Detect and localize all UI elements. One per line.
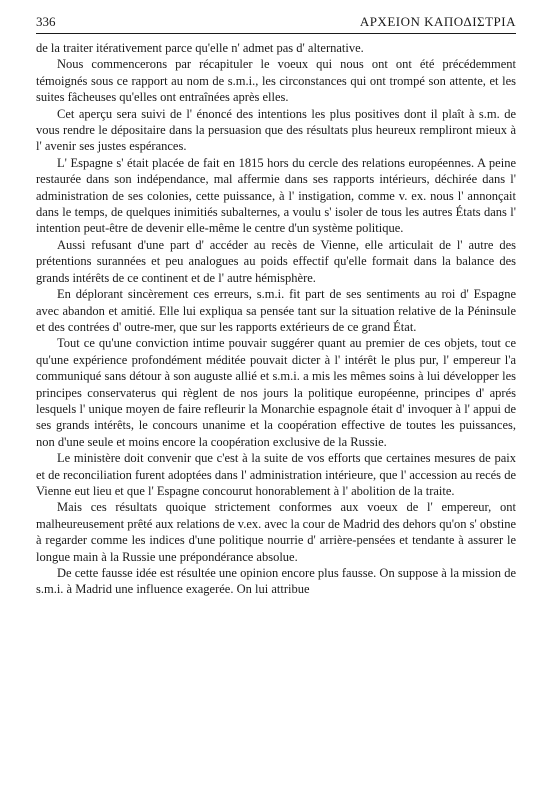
page-header bbox=[36, 14, 516, 34]
paragraph: En déplorant sincèrement ces erreurs, s.m.i. fit part de ses sentiments au roi d' Espagne avec abandon et amitié. Elle lui expliqua sa pensée tant sur la situation relative de la Péninsule et des contrées d' outre-mer, que sur les rapports extérieurs de ce grand État. bbox=[36, 287, 516, 334]
paragraph: L' Espagne s' était placée de fait en 1815 hors du cercle des relations européennes. A peine restaurée dans son indépendance, mal affermie dans ses rapports intérieurs, déchirée dans l' administration de ses colonies, cette puissance, à l' instigation, comme v. ex. nous l' annonçait dans le temps, de quelques inimitiés subalternes, a voulu s' isoler de tous les autres États dans l' intention peut-être de devenir elle-même le centre d'un système politique. bbox=[36, 155, 516, 236]
paragraph: Mais ces résultats quoique strictement conformes aux voeux de l' empereur, ont malheureusement prêté aux relations de v.ex. avec la cour de Madrid des dehors qu'on s' obstine à regarder comme les indices d'une politique nourrie d' arrière-pensées et tendante à assurer le longue main à la Russie une prépondérance absolue. bbox=[36, 500, 516, 564]
paragraph: Aussi refusant d'une part d' accéder au recès de Vienne, elle articulait de l' autre des prétentions surannées et peu analogues au poids effectif qu'elle formait dans la balance des grands intérêts de ce continent et de l' autre hémisphère. bbox=[36, 237, 516, 285]
paragraph: Le ministère doit convenir que c'est à la suite de vos efforts que certaines mesures de paix et de reconciliation furent adoptées dans l' administration intérieure, que l' accession au recés de Vienne eut lieu et que l' Espagne concourut honorablement à l' abolition de la traite. bbox=[36, 451, 516, 498]
paragraph: De cette fausse idée est résultée une opinion encore plus fausse. On suppose à la mission de s.m.i. à Madrid une influence exagerée. On lui attribue bbox=[36, 566, 516, 597]
paragraph: Nous commencerons par récapituler le voeux qui nous ont ont été précédemment témoignés sous ce rapport au nom de s.m.i., les circonstances qui ont trompé son attente, et les suites fâcheuses qu'elles ont entraînées après elles. bbox=[36, 57, 516, 105]
paragraph: de la traiter itérativement parce qu'elle n' admet pas d' alternative. bbox=[36, 41, 364, 55]
paragraph: Tout ce qu'une conviction intime pouvair suggérer quant au premier de ces objets, tout ce qu'une expérience profondément méditée pouvait dicter à l' intérêt le plus pur, l' empereur l'a communiqué sans détour à son auguste allié et s.m.i. a mis les mêmes soins à lui développer les principes conservaterus qui règlent de nos jours la politique européenne, principes d' aprés lesquels l' unique moyen de faire refleurir la Monarchie espagnole était d' invoquer à l' appui de ses grands intérêts, le concours unanime et la coopération effective de toutes les puissances, non d'une seule et moins encore la coopération exclusive de la Russie. bbox=[36, 336, 516, 449]
paragraph: Cet aperçu sera suivi de l' énoncé des intentions les plus positives dont il plaît à s.m. de vous rendre le dépositaire dans la persuasion que des résultats plus heureux rempliront mieux à l' avenir ses justes espérances. bbox=[36, 106, 516, 154]
body-text bbox=[36, 40, 516, 598]
running-title: ΑΡΧΕΙΟΝ ΚΑΠΟΔΙΣΤΡΙΑ bbox=[359, 14, 516, 29]
document-page bbox=[36, 14, 516, 598]
page-number: 336 bbox=[36, 14, 56, 29]
